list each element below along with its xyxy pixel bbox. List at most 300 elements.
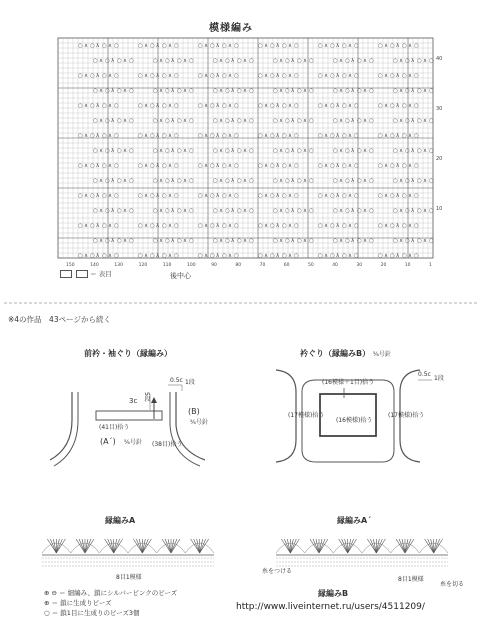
lace-symbol: ○	[345, 88, 350, 94]
lace-symbol: ∧	[168, 133, 173, 139]
lace-symbol: ○	[78, 103, 83, 109]
lace-symbol: ○	[270, 253, 275, 259]
lace-symbol: ○	[105, 58, 110, 64]
bead-legend-3: ○ ＝ 鎖1目に生成りのビーズ3個	[44, 609, 140, 617]
lace-symbol: ○	[174, 43, 179, 49]
lace-symbol: ○	[174, 163, 179, 169]
collar-pickup-41: (41目)拾う	[99, 424, 130, 431]
lace-symbol: ○	[357, 208, 362, 214]
lace-symbol: ○	[258, 193, 263, 199]
lace-symbol: ∧	[288, 43, 293, 49]
lace-symbol: λ	[216, 43, 220, 49]
lace-symbol: ○	[153, 88, 158, 94]
chart-col-number: 140	[90, 263, 99, 268]
lace-symbol: λ	[291, 208, 295, 214]
lace-symbol: ∧	[339, 118, 344, 124]
chart-row-number: 40	[436, 56, 443, 62]
neckline-title-text: 衿ぐり（縁編みB）	[300, 349, 371, 358]
lace-symbol: ∧	[84, 223, 89, 229]
lace-symbol: ∧	[168, 193, 173, 199]
lace-symbol: λ	[396, 43, 400, 49]
chart-title: 模様編み	[209, 23, 253, 34]
lace-symbol: ∧	[363, 178, 368, 184]
lace-symbol: ∧	[123, 88, 128, 94]
lace-symbol: ○	[102, 193, 107, 199]
lace-symbol: ∧	[168, 103, 173, 109]
lace-symbol: ○	[417, 58, 422, 64]
lace-symbol: ○	[237, 148, 242, 154]
lace-symbol: ○	[342, 103, 347, 109]
lace-symbol: ∧	[243, 58, 248, 64]
lace-symbol: ∧	[84, 133, 89, 139]
chart-col-number: 80	[235, 263, 242, 268]
lace-symbol: ○	[162, 193, 167, 199]
chart-legend-text: ＝ 表目	[90, 270, 112, 278]
lace-symbol: ∧	[204, 193, 209, 199]
lace-symbol: ∧	[423, 58, 428, 64]
lace-symbol: ∧	[84, 163, 89, 169]
lace-symbol: ∧	[303, 148, 308, 154]
lace-symbol: ○	[138, 133, 143, 139]
lace-symbol: ○	[189, 178, 194, 184]
lace-symbol: ○	[318, 133, 323, 139]
lace-symbol: λ	[96, 163, 100, 169]
lace-symbol: ○	[165, 88, 170, 94]
lace-symbol: ○	[405, 148, 410, 154]
lace-symbol: ∧	[288, 163, 293, 169]
lace-symbol: ○	[177, 118, 182, 124]
lace-symbol: ○	[417, 238, 422, 244]
lace-symbol: ○	[114, 223, 119, 229]
lace-symbol: λ	[231, 148, 235, 154]
lace-symbol: λ	[411, 178, 415, 184]
lace-symbol: λ	[111, 178, 115, 184]
lace-symbol: ∧	[168, 43, 173, 49]
lace-symbol: ○	[90, 133, 95, 139]
lace-symbol: ○	[309, 118, 314, 124]
lace-symbol: ○	[213, 238, 218, 244]
lace-symbol: ○	[213, 178, 218, 184]
lace-symbol: ∧	[123, 208, 128, 214]
lace-symbol: ∧	[348, 133, 353, 139]
lace-symbol: λ	[156, 253, 160, 259]
lace-symbol: ○	[330, 193, 335, 199]
neckline-left-pickup: (17模様)拾う	[288, 412, 325, 419]
lace-symbol: ○	[102, 253, 107, 259]
lace-symbol: ○	[270, 193, 275, 199]
lace-symbol: ○	[78, 73, 83, 79]
lace-symbol: ○	[198, 103, 203, 109]
lace-symbol: ○	[294, 73, 299, 79]
lace-symbol: λ	[231, 238, 235, 244]
lace-symbol: ○	[393, 58, 398, 64]
lace-symbol: ∧	[288, 253, 293, 259]
lace-symbol: ∧	[264, 103, 269, 109]
lace-symbol: ○	[222, 103, 227, 109]
lace-symbol: ∧	[243, 88, 248, 94]
lace-symbol: ○	[234, 73, 239, 79]
lace-symbol: ○	[102, 223, 107, 229]
lace-symbol: ○	[414, 193, 419, 199]
lace-symbol: ∧	[228, 193, 233, 199]
bead-legend-1: ⊕ ⊖ ＝ 細編み、鎖にシルバーピンクのビーズ	[44, 589, 178, 597]
lace-symbol: ∧	[228, 223, 233, 229]
edging-a-repeat: 8目1模様	[116, 574, 142, 581]
lace-symbol: ○	[225, 88, 230, 94]
lace-symbol: ○	[114, 163, 119, 169]
lace-symbol: ∧	[219, 238, 224, 244]
lace-symbol: ∧	[123, 178, 128, 184]
lace-symbol: ○	[213, 208, 218, 214]
lace-symbol: ○	[162, 133, 167, 139]
lace-symbol: ∧	[363, 118, 368, 124]
lace-symbol: λ	[156, 223, 160, 229]
lace-symbol: ○	[138, 253, 143, 259]
lace-symbol: ○	[234, 163, 239, 169]
lace-symbol: λ	[396, 223, 400, 229]
lace-symbol: ○	[417, 148, 422, 154]
lace-symbol: ○	[237, 118, 242, 124]
lace-symbol: λ	[231, 58, 235, 64]
lace-symbol: ∧	[288, 73, 293, 79]
lace-symbol: ○	[234, 103, 239, 109]
lace-symbol: ∧	[288, 223, 293, 229]
lace-symbol: ○	[414, 163, 419, 169]
lace-symbol: ○	[174, 103, 179, 109]
lace-symbol: ○	[393, 118, 398, 124]
lace-symbol: ○	[249, 118, 254, 124]
lace-symbol: ∧	[99, 238, 104, 244]
lace-symbol: ∧	[159, 88, 164, 94]
lace-symbol: ○	[417, 208, 422, 214]
lace-symbol: ○	[333, 118, 338, 124]
lace-symbol: ∧	[384, 133, 389, 139]
lace-symbol: ∧	[324, 253, 329, 259]
lace-symbol: ○	[429, 208, 434, 214]
lace-symbol: ○	[129, 208, 134, 214]
lace-symbol: ○	[198, 43, 203, 49]
lace-symbol: ○	[237, 208, 242, 214]
lace-symbol: ○	[249, 58, 254, 64]
lace-symbol: ∧	[99, 148, 104, 154]
lace-symbol: ○	[162, 163, 167, 169]
collar-label-b: (B)	[188, 407, 200, 416]
lace-symbol: ∧	[279, 238, 284, 244]
lace-symbol: ∧	[288, 103, 293, 109]
lace-symbol: ○	[222, 193, 227, 199]
lace-symbol: ○	[402, 103, 407, 109]
lace-symbol: ∧	[144, 133, 149, 139]
lace-symbol: ∧	[399, 58, 404, 64]
lace-symbol: ○	[102, 133, 107, 139]
lace-symbol: ∧	[264, 43, 269, 49]
lace-symbol: ○	[282, 133, 287, 139]
lace-symbol: ○	[357, 178, 362, 184]
edging-fan-stitch	[376, 539, 382, 553]
lace-symbol: ○	[285, 238, 290, 244]
lace-symbol: ○	[222, 73, 227, 79]
lace-symbol: ∧	[159, 238, 164, 244]
lace-symbol: ○	[273, 88, 278, 94]
lace-symbol: ○	[333, 238, 338, 244]
lace-symbol: ∧	[408, 163, 413, 169]
lace-symbol: ○	[318, 73, 323, 79]
lace-symbol: ○	[297, 178, 302, 184]
lace-symbol: ○	[417, 178, 422, 184]
lace-symbol: ∧	[144, 253, 149, 259]
lace-symbol: ○	[342, 133, 347, 139]
center-back-label: 後中心	[170, 272, 191, 280]
lace-symbol: ∧	[123, 238, 128, 244]
lace-symbol: λ	[96, 253, 100, 259]
lace-symbol: ∧	[279, 58, 284, 64]
lace-symbol: ∧	[243, 118, 248, 124]
lace-symbol: λ	[291, 178, 295, 184]
lace-symbol: ○	[165, 238, 170, 244]
lace-symbol: λ	[396, 163, 400, 169]
lace-symbol: ○	[198, 253, 203, 259]
lace-symbol: ○	[153, 58, 158, 64]
lace-symbol: λ	[336, 253, 340, 259]
lace-symbol: ○	[294, 43, 299, 49]
lace-symbol: λ	[276, 163, 280, 169]
lace-symbol: ○	[405, 208, 410, 214]
lace-symbol: ○	[390, 223, 395, 229]
edging-fan-stitch	[428, 539, 434, 553]
lace-symbol: ○	[378, 103, 383, 109]
edging-fan-stitch	[313, 539, 319, 553]
lace-symbol: ∧	[159, 148, 164, 154]
lace-symbol: λ	[156, 73, 160, 79]
lace-symbol: λ	[111, 208, 115, 214]
lace-symbol: ○	[249, 238, 254, 244]
lace-symbol: ∧	[204, 163, 209, 169]
lace-symbol: ∧	[303, 238, 308, 244]
lace-symbol: λ	[336, 133, 340, 139]
lace-symbol: λ	[396, 103, 400, 109]
lace-symbol: ○	[198, 133, 203, 139]
lace-symbol: ○	[93, 208, 98, 214]
edging-fan-stitch	[348, 539, 354, 553]
lace-symbol: ∧	[399, 88, 404, 94]
lace-symbol: ○	[174, 193, 179, 199]
lace-symbol: ∧	[279, 148, 284, 154]
edging-fan-stitch	[399, 539, 405, 553]
lace-symbol: ∧	[399, 118, 404, 124]
lace-symbol: ○	[174, 253, 179, 259]
lace-symbol: ∧	[384, 163, 389, 169]
lace-symbol: ○	[390, 43, 395, 49]
lace-symbol: ○	[282, 193, 287, 199]
lace-symbol: ○	[138, 103, 143, 109]
lace-symbol: ○	[162, 223, 167, 229]
lace-symbol: λ	[411, 88, 415, 94]
lace-symbol: ○	[342, 223, 347, 229]
lace-symbol: ○	[165, 58, 170, 64]
lace-symbol: ∧	[84, 253, 89, 259]
chart-col-number: 100	[187, 263, 196, 268]
lace-symbol: ○	[93, 148, 98, 154]
lace-symbol: ∧	[288, 193, 293, 199]
neckline-dim-05c: 0.5c	[418, 371, 431, 378]
lace-symbol: λ	[351, 118, 355, 124]
lace-symbol: ○	[369, 88, 374, 94]
lace-symbol: ∧	[423, 88, 428, 94]
lace-symbol: ○	[393, 178, 398, 184]
lace-symbol: ∧	[108, 133, 113, 139]
lace-symbol: ○	[285, 208, 290, 214]
lace-symbol: ○	[309, 208, 314, 214]
lace-symbol: ∧	[183, 238, 188, 244]
lace-symbol: ○	[102, 163, 107, 169]
lace-symbol: ○	[405, 58, 410, 64]
lace-symbol: ∧	[228, 73, 233, 79]
lace-symbol: ○	[294, 103, 299, 109]
lace-symbol: λ	[291, 118, 295, 124]
lace-symbol: ○	[165, 178, 170, 184]
lace-symbol: ∧	[144, 223, 149, 229]
lace-symbol: ∧	[348, 103, 353, 109]
edging-a-prime-title: 縁編みA´	[337, 516, 372, 525]
chart-row-number: 10	[436, 206, 443, 212]
lace-symbol: ○	[273, 118, 278, 124]
lace-symbol: λ	[231, 208, 235, 214]
lace-symbol: λ	[276, 253, 280, 259]
lace-symbol: ○	[117, 88, 122, 94]
lace-symbol: λ	[351, 178, 355, 184]
chart-col-number: 20	[380, 263, 387, 268]
lace-symbol: ○	[294, 133, 299, 139]
lace-symbol: ○	[210, 163, 215, 169]
lace-symbol: ○	[129, 148, 134, 154]
lace-symbol: ∧	[363, 88, 368, 94]
lace-symbol: ○	[390, 163, 395, 169]
lace-symbol: ∧	[408, 43, 413, 49]
lace-symbol: ○	[114, 193, 119, 199]
lace-symbol: ∧	[384, 103, 389, 109]
lace-symbol: ∧	[159, 118, 164, 124]
lace-symbol: ○	[177, 88, 182, 94]
lace-symbol: ∧	[84, 43, 89, 49]
lace-symbol: ○	[234, 43, 239, 49]
lace-symbol: ○	[345, 238, 350, 244]
chart-row-number: 20	[436, 156, 443, 162]
lace-symbol: λ	[291, 238, 295, 244]
lace-symbol: ∧	[84, 73, 89, 79]
lace-symbol: ∧	[339, 58, 344, 64]
lace-symbol: ○	[177, 178, 182, 184]
lace-symbol: λ	[276, 103, 280, 109]
lace-symbol: ∧	[324, 103, 329, 109]
lace-symbol: ∧	[303, 118, 308, 124]
lace-symbol: λ	[351, 148, 355, 154]
lace-symbol: ○	[405, 118, 410, 124]
lace-symbol: ○	[258, 253, 263, 259]
lace-symbol: ∧	[204, 43, 209, 49]
lace-symbol: ○	[237, 178, 242, 184]
lace-symbol: ∧	[408, 103, 413, 109]
chart-col-number: 60	[283, 263, 290, 268]
chart-col-number: 40	[332, 263, 338, 268]
lace-symbol: λ	[411, 118, 415, 124]
chart-col-number: 30	[356, 263, 363, 268]
lace-symbol: ∧	[183, 148, 188, 154]
lace-symbol: ○	[318, 193, 323, 199]
lace-symbol: ∧	[384, 43, 389, 49]
watermark: http://www.liveinternet.ru/users/4511209/	[236, 602, 425, 612]
lace-symbol: ○	[378, 73, 383, 79]
lace-symbol: ○	[165, 208, 170, 214]
lace-symbol: ○	[249, 148, 254, 154]
lace-symbol: ∧	[228, 43, 233, 49]
lace-symbol: ∧	[423, 178, 428, 184]
lace-symbol: ∧	[363, 238, 368, 244]
lace-symbol: ○	[153, 208, 158, 214]
lace-symbol: λ	[276, 223, 280, 229]
lace-symbol: ∧	[243, 238, 248, 244]
edging-a-title: 縁編みA	[105, 516, 136, 525]
lace-symbol: ○	[357, 148, 362, 154]
lace-symbol: ○	[150, 73, 155, 79]
lace-symbol: ○	[129, 58, 134, 64]
lace-symbol: ∧	[99, 58, 104, 64]
edging-b-title: 縁編みB	[318, 589, 349, 598]
lace-symbol: ○	[285, 118, 290, 124]
lace-symbol: ○	[138, 43, 143, 49]
lace-symbol: ○	[102, 103, 107, 109]
lace-symbol: ○	[405, 178, 410, 184]
lace-symbol: ○	[93, 118, 98, 124]
lace-symbol: ○	[378, 253, 383, 259]
lace-symbol: ○	[330, 223, 335, 229]
lace-symbol: λ	[396, 193, 400, 199]
lace-symbol: ○	[237, 58, 242, 64]
lace-symbol: λ	[111, 88, 115, 94]
lace-symbol: ○	[234, 253, 239, 259]
lace-symbol: ○	[150, 163, 155, 169]
lace-symbol: ○	[393, 148, 398, 154]
lace-symbol: ○	[429, 238, 434, 244]
lace-symbol: ○	[117, 208, 122, 214]
lace-symbol: ○	[354, 193, 359, 199]
lace-symbol: ∧	[348, 43, 353, 49]
lace-symbol: λ	[171, 58, 175, 64]
lace-symbol: ○	[357, 238, 362, 244]
lace-symbol: ○	[150, 223, 155, 229]
lace-symbol: ○	[429, 118, 434, 124]
lace-symbol: ∧	[339, 208, 344, 214]
lace-symbol: ○	[429, 88, 434, 94]
lace-symbol: ∧	[303, 58, 308, 64]
lace-symbol: ○	[270, 103, 275, 109]
lace-symbol: ○	[402, 163, 407, 169]
lace-symbol: ○	[177, 148, 182, 154]
lace-symbol: ○	[117, 148, 122, 154]
lace-symbol: ○	[402, 223, 407, 229]
lace-symbol: ○	[402, 73, 407, 79]
lace-symbol: ○	[330, 253, 335, 259]
lace-symbol: ○	[210, 43, 215, 49]
lace-symbol: ∧	[144, 43, 149, 49]
lace-symbol: ○	[330, 163, 335, 169]
lace-symbol: ∧	[408, 253, 413, 259]
lace-symbol: ○	[294, 163, 299, 169]
lace-symbol: ○	[93, 178, 98, 184]
lace-symbol: ∧	[423, 238, 428, 244]
collar-needle-b: ⁵⁄₆号針	[190, 419, 208, 426]
lace-symbol: ∧	[204, 73, 209, 79]
lace-symbol: ○	[297, 58, 302, 64]
